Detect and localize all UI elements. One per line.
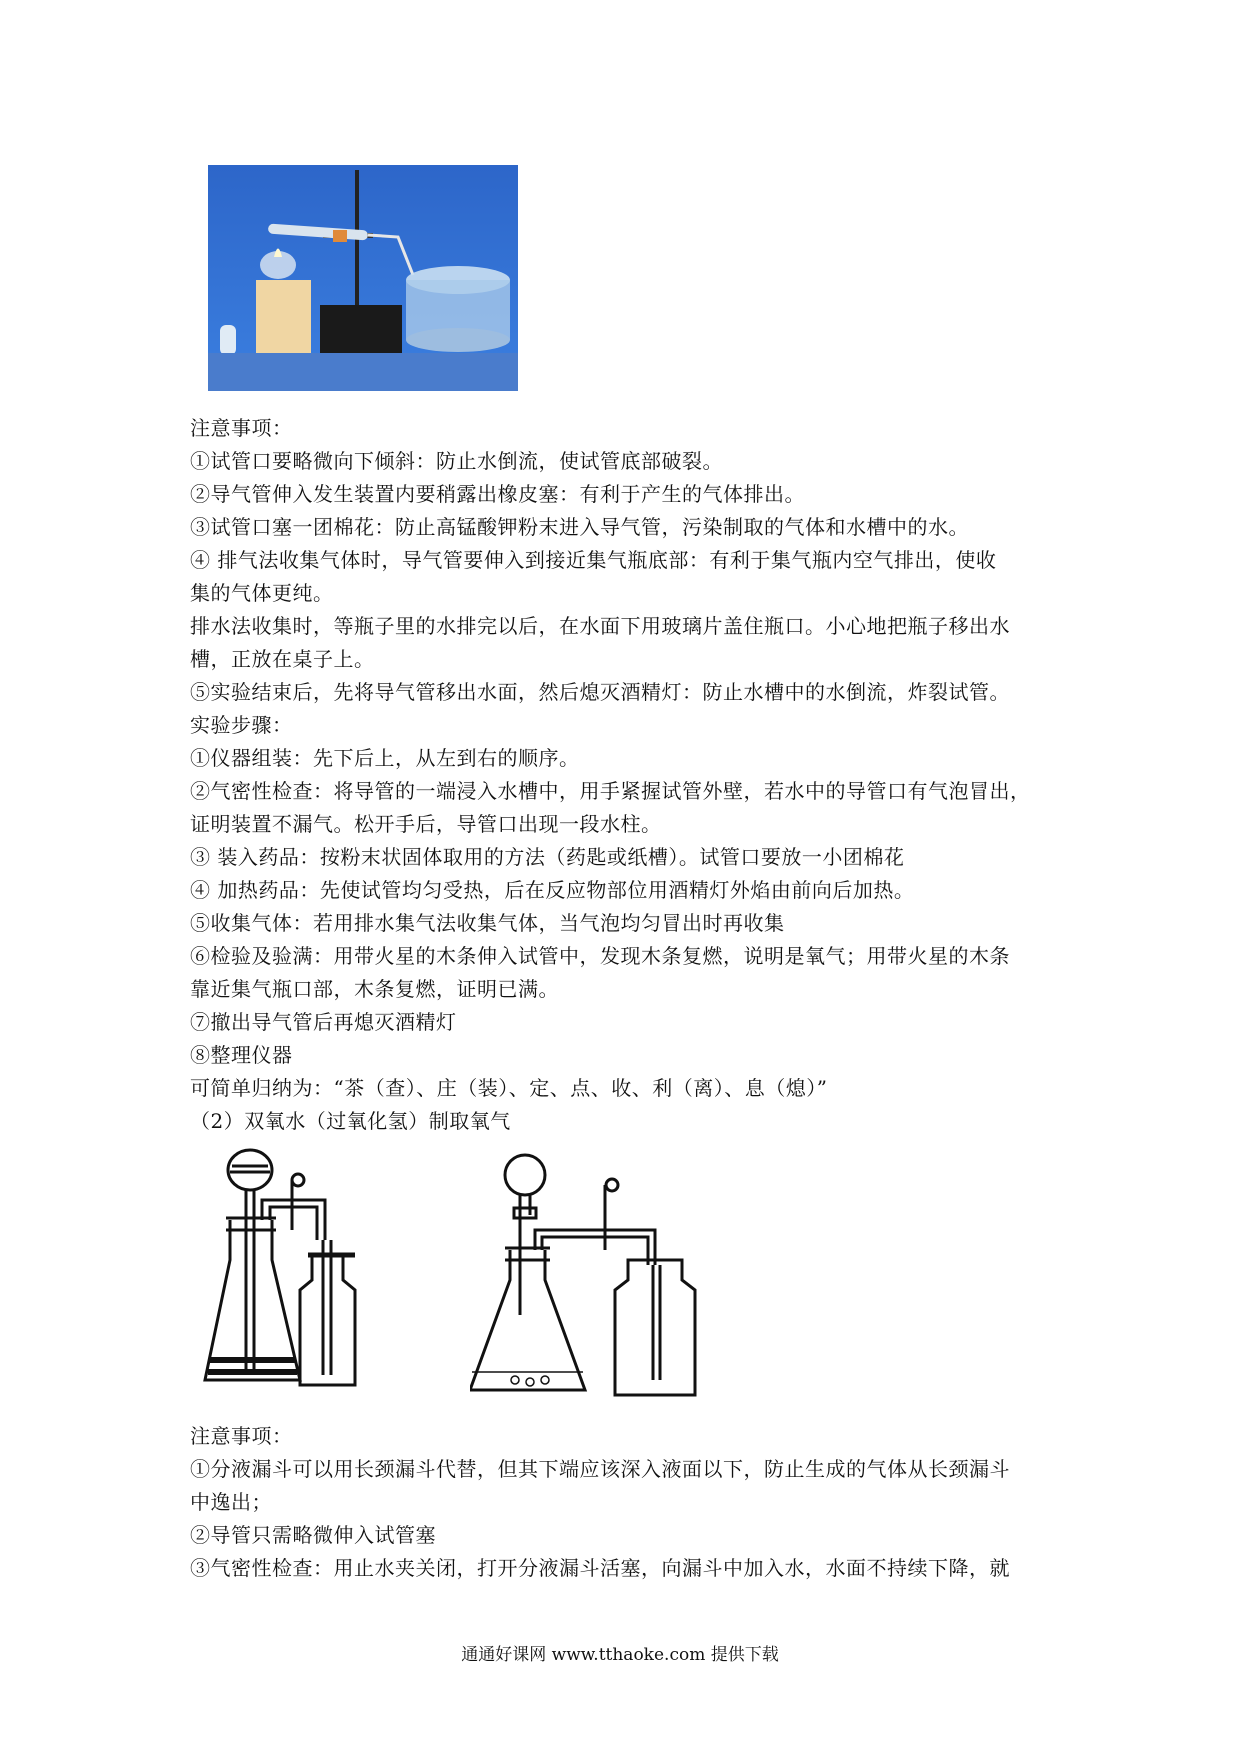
text-line: ①试管口要略微向下倾斜：防止水倒流，使试管底部破裂。 [190,449,723,473]
text-line: ⑧整理仪器 [190,1043,293,1067]
text-line: 集的气体更纯。 [190,581,334,605]
text-line: ④ 加热药品：先使试管均匀受热，后在反应物部位用酒精灯外焰由前向后加热。 [190,878,915,902]
text-line: ②导气管伸入发生装置内要稍露出橡皮塞：有利于产生的气体排出。 [190,482,805,506]
text-line: 中逸出； [190,1490,272,1514]
text-line: ①仪器组装：先下后上，从左到右的顺序。 [190,746,580,770]
text-line: 槽，正放在桌子上。 [190,647,375,671]
text-line: 注意事项： [190,416,293,440]
text-line: ③试管口塞一团棉花：防止高锰酸钾粉末进入导气管，污染制取的气体和水槽中的水。 [190,515,969,539]
text-line: ②导管只需略微伸入试管塞 [190,1523,436,1547]
text-line: 实验步骤： [190,713,293,737]
text-line: 注意事项： [190,1424,293,1448]
text-line: ⑦撤出导气管后再熄灭酒精灯 [190,1010,457,1034]
apparatus-diagram-2 [470,1140,740,1408]
text-line: ⑥检验及验满：用带火星的木条伸入试管中，发现木条复燃，说明是氧气；用带火星的木条 [190,944,1010,968]
text-line: ⑤收集气体：若用排水集气法收集气体，当气泡均匀冒出时再收集 [190,911,785,935]
page-footer: 通通好课网 www.tthaoke.com 提供下载 [461,1645,779,1665]
text-line: ④ 排气法收集气体时，导气管要伸入到接近集气瓶底部：有利于集气瓶内空气排出，使收 [190,548,997,572]
text-line: ③气密性检查：用止水夹关闭，打开分液漏斗活塞，向漏斗中加入水，水面不持续下降，就 [190,1556,1010,1580]
text-line: ①分液漏斗可以用长颈漏斗代替，但其下端应该深入液面以下，防止生成的气体从长颈漏斗 [190,1457,1010,1481]
text-line: ③ 装入药品：按粉末状固体取用的方法（药匙或纸槽）。试管口要放一小团棉花 [190,845,905,869]
text-line: 排水法收集时，等瓶子里的水排完以后，在水面下用玻璃片盖住瓶口。小心地把瓶子移出水 [190,614,1010,638]
text-line: （2）双氧水（过氧化氢）制取氧气 [190,1109,511,1133]
text-line: ⑤实验结束后，先将导气管移出水面，然后熄灭酒精灯：防止水槽中的水倒流，炸裂试管。 [190,680,1010,704]
apparatus-diagram-1 [200,1140,410,1408]
text-line: 可简单归纳为：“茶（查）、庄（装）、定、点、收、利（离）、息（熄）” [190,1076,828,1100]
text-line: ②气密性检查：将导管的一端浸入水槽中，用手紧握试管外壁，若水中的导管口有气泡冒出， [190,779,1031,803]
text-line: 靠近集气瓶口部，木条复燃，证明已满。 [190,977,559,1001]
notes-section-1 [190,412,1070,1138]
lab-apparatus-photo [208,165,518,391]
text-line: 证明装置不漏气。松开手后，导管口出现一段水柱。 [190,812,662,836]
notes-section-2 [190,1420,1070,1585]
